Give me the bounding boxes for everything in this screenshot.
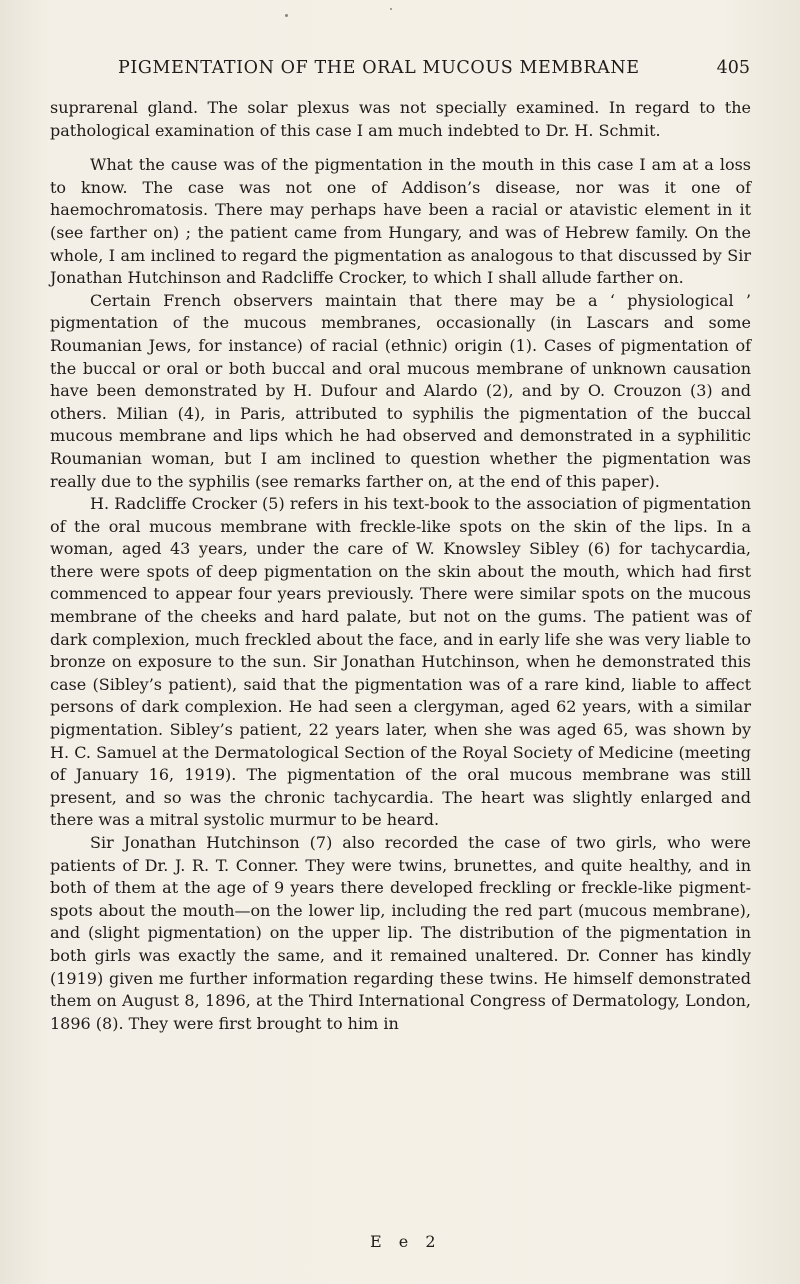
paragraph: Certain French observers maintain that there may be a ‘ physiological ’ pigmentation of the mucous membranes, occasionally (in Lascars and some Roumanian Jews, for instance) of racial (ethnic) origin (1). Cases of pigmentation of the buccal or oral or both buccal and oral mucous membrane of unknown causation have been demonstrated by H. Dufour and Alardo (2), and by O. Crouzon (3) and others. Milian (4), in Paris, attributed to syphilis the pigmentation of the buccal mucous membrane and lips which he had observed and demonstrated in a syphilitic Roumanian woman, but I am inclined to question whether the pigmentation was really due to the syphilis (see remarks farther on, at the end of this paper).	[50, 290, 751, 491]
paragraph: Sir Jonathan Hutchinson (7) also recorded the case of two girls, who were patients of Dr. J. R. T. Conner. They were twins, brunettes, and quite healthy, and in both of them at the age of 9 years there developed freckling or freckle-like pigment-spots about the mouth—on the lower lip, including the red part (mucous membrane), and (slight pigmentation) on the upper lip. The distribution of the pigmentation in both girls was exactly the same, and it remained unaltered. Dr. Conner has kindly (1919) given me further information regarding these twins. He himself demonstrated them on August 8, 1896, at the Third International Congress of Dermatology, London, 1896 (8). They were first brought to him in	[50, 833, 751, 1033]
running-header	[118, 58, 750, 86]
body-text	[50, 97, 751, 1035]
paragraph: H. Radcliffe Crocker (5) refers in his text-book to the association of pigmentation of the oral mucous membrane with freckle-like spots on the skin of the lips. In a woman, aged 43 years, under the care of W. Knowsley Sibley (6) for tachycardia, there were spots of deep pigmentation on the skin about the mouth, which had first commenced to appear four years previously. There were similar spots on the mucous membrane of the cheeks and hard palate, but not on the gums. The patient was of dark complexion, much freckled about the face, and in early life she was very liable to bronze on exposure to the sun. Sir Jonathan Hutchinson, when he demonstrated this case (Sibley’s patient), said that the pigmentation was of a rare kind, liable to affect persons of dark complexion. He had seen a clergyman, aged 62 years, with a similar pigmentation. Sibley’s patient, 22 years later, when she was aged 65, was shown by H. C. Samuel at the Dermatological Section of the Royal Society of Medicine (meeting of January 16, 1919). The pigmentation of the oral mucous membrane was still present, and so was the chronic tachycardia. The heart was slightly enlarged and there was a mitral systolic murmur to be heard.	[50, 494, 751, 830]
paper-speck	[390, 8, 392, 10]
paragraph-continuation: suprarenal gland. The solar plexus was not specially examined. In regard to the pathological examination of this case I am much indebted to Dr. H. Schmit.	[50, 98, 751, 140]
paper-speck	[285, 14, 288, 17]
paragraph: What the cause was of the pigmentation in the mouth in this case I am at a loss to know. The case was not one of Addison’s disease, nor was it one of haemochromatosis. There may perhaps have been a racial or atavistic element in it (see farther on) ; the patient came from Hungary, and was of Hebrew family. On the whole, I am inclined to regard the pigmentation as analogous to that discussed by Sir Jonathan Hutchinson and Radcliffe Crocker, to which I shall allude farther on.	[50, 155, 751, 288]
page-number: 405	[716, 58, 750, 78]
running-title: PIGMENTATION OF THE ORAL MUCOUS MEMBRANE	[118, 58, 640, 78]
signature-mark: E e 2	[370, 1232, 442, 1251]
